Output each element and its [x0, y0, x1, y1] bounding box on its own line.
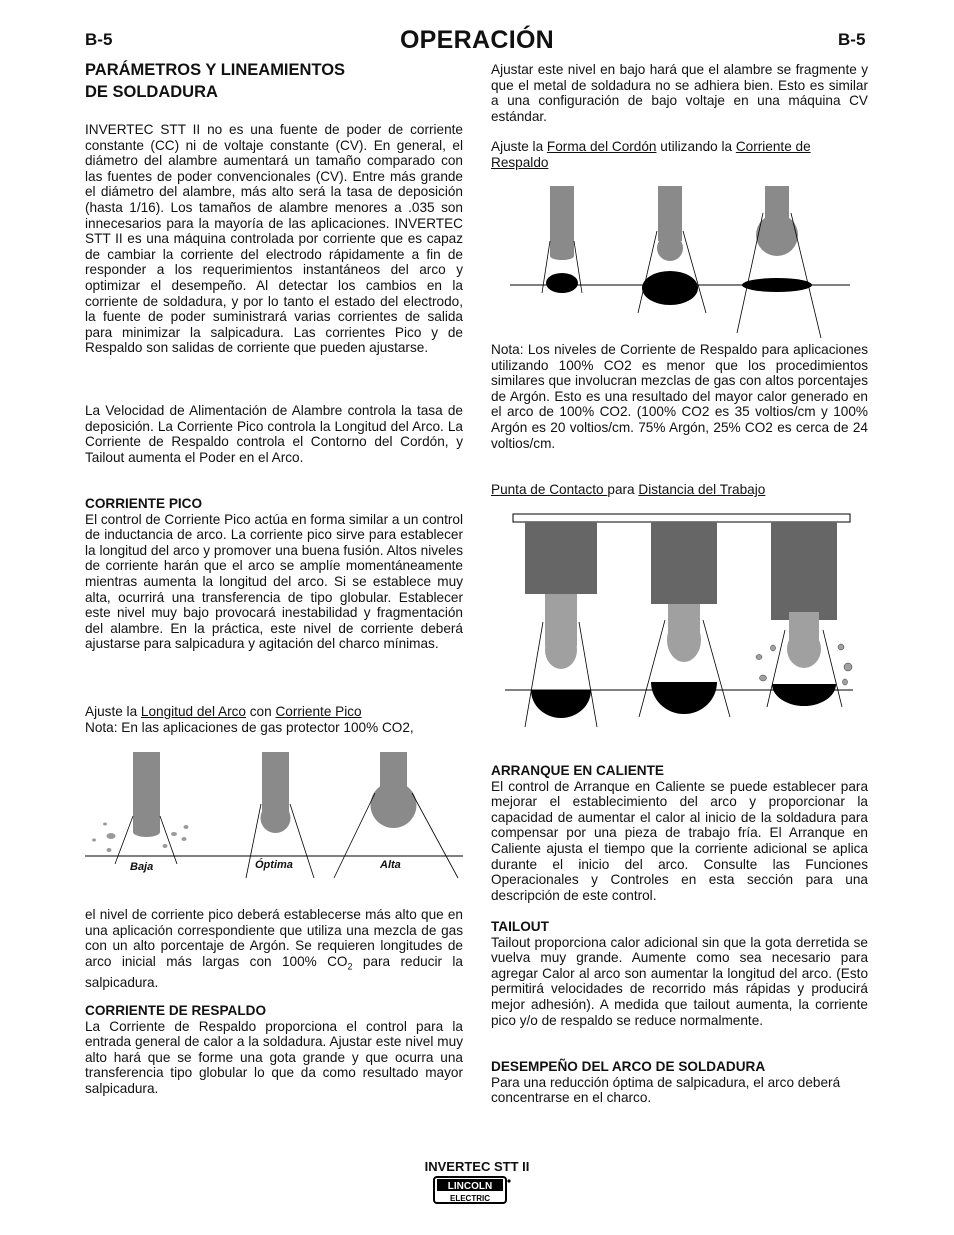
droplet-high [371, 782, 417, 828]
arc-line-optimal-right [290, 804, 314, 878]
spatter-dot [171, 832, 177, 836]
droplet-bead-3 [756, 214, 798, 256]
peak-current-section [85, 496, 463, 652]
peak-current-link: Corriente Pico [275, 704, 362, 719]
background-note-paragraph: Nota: Los niveles de Corriente de Respaldo para aplicaciones utilizando 100% CO2 es menor que los procedimientos similares que involucran mezclas de gas con altos porcentajes de Argón. Esto es una resultado del mayor calor generado en el arco de 100% CO2. (100% CO2 es 35 voltios/cm y 100% Argón es 20 voltios/cm. 75% Argón, 25% CO2 es cerca de 24 voltios/cm. [491, 342, 868, 451]
arc-performance-text: Para una reducción óptima de salpicadura, el arco deberá concentrarse en el charco. [491, 1074, 841, 1106]
droplet-3 [787, 630, 821, 668]
spatter-dot [844, 663, 852, 671]
arc-line-low-right [160, 816, 177, 864]
spatter-dot [184, 825, 189, 829]
electrode-bead-2 [658, 186, 682, 241]
spatter-dot [103, 823, 107, 826]
weld-pool-1 [531, 690, 591, 718]
background-current-link: Corriente de Respaldo [491, 139, 811, 170]
hot-start-text: El control de Arranque en Caliente se puede establecer para mejorar el establecimiento del arco y proporcionar la capacidad de aumentar el calor al inicio de la soldadura para compensar por una pieza de trabajo fría. El Arranque en Caliente ajusta el tiempo que la corriente adicional se aplica durante el inicio del arco. Consulte las Funciones Operacionales y Controles en esta sección para una descripción de este control. [491, 778, 868, 903]
label-optimal: Óptima [255, 859, 293, 871]
bead-shape-link: Forma del Cordón [546, 139, 657, 154]
logo-icon [433, 1176, 513, 1206]
background-current-section [85, 1003, 463, 1097]
background-current-heading: CORRIENTE DE RESPALDO [85, 1003, 267, 1018]
spatter-dot [843, 679, 848, 685]
arc-line [579, 622, 597, 727]
footer-model: INVERTEC STT II [424, 1159, 530, 1174]
arc-performance-section [491, 1059, 868, 1106]
droplet-2 [667, 618, 701, 662]
label-low: Baja [130, 861, 154, 873]
droplet-bead-1 [550, 252, 574, 260]
electrode-bead-1 [550, 186, 574, 256]
section-title: PARÁMETROS Y LINEAMIENTOS DE SOLDADURA [85, 61, 346, 101]
weld-pool-2 [651, 682, 717, 714]
arc-line-high-right [412, 793, 458, 878]
contact-tip-2 [651, 522, 717, 604]
label-high: Alta [380, 859, 401, 871]
arc-performance-heading: DESEMPEÑO DEL ARCO DE SOLDADURA [491, 1059, 766, 1074]
electrode-low [133, 752, 160, 832]
tailout-section [491, 919, 868, 1028]
spatter-dot [163, 844, 168, 848]
background-low-paragraph: Ajustar este nivel en bajo hará que el alambre se fragmente y que el metal de soldadura no se adhiera bien. Esto es similar a una configuración de bajo voltaje en una máquina CV estándar. [491, 62, 868, 124]
spatter-dot [838, 644, 844, 650]
top-plate [513, 514, 850, 522]
left-column [85, 59, 463, 103]
page-code-right: B-5 [838, 30, 866, 49]
spatter-dot [182, 837, 187, 841]
lincoln-electric-logo [433, 1176, 513, 1211]
contact-tip-link: Punta de Contacto [491, 482, 608, 497]
spatter-dot [756, 655, 762, 660]
arc-line [791, 213, 821, 338]
spatter-dot [771, 645, 776, 651]
page-title: OPERACIÓN [399, 26, 555, 54]
hot-start-section [491, 763, 868, 903]
bead-narrow [546, 273, 578, 293]
bead-shape-line: Ajuste la Forma del Cordón utilizando la Corriente de Respaldo [491, 139, 811, 170]
weld-pool-3 [772, 684, 836, 706]
contact-tip-3 [771, 522, 837, 620]
arc-length-link: Longitud del Arco [140, 704, 246, 719]
intro-paragraph: INVERTEC STT II no es una fuente de poder de corriente constante (CC) ni de voltaje constante (CV). En general, el diámetro del alambre aumentará un tamaño comparado con las fuentes de poder convencionales (CV). Entre más grande el diámetro del alambre, más alto será la tasa de deposición (hasta 1/16). Los tamaños de alambre menores a .035 son innecesarios para la mayoría de las aplicaciones. INVERTEC STT II es una máquina controlada por corriente que es capaz de cambiar la corriente del electrodo rápidamente a fin de responder a los requerimientos instantáneos del arco y optimizar el desempeño. Al detectar los cambios en la corriente de soldadura, y por lo tanto el estado del electrodo, la fuente de poder suministrará varias corrientes de salida para minimizar la salpicadura. Las corrientes Pico y de Respaldo son salidas de corriente que pueden ajustarse. [85, 122, 463, 356]
bead-shape-figure [505, 183, 855, 343]
spatter-dot [107, 833, 116, 839]
wire-feed-paragraph: La Velocidad de Alimentación de Alambre controla la tasa de deposición. La Corriente Pico controla la Longitud del Arco. La Corriente de Respaldo controla el Contorno del Cordón, y Tailout aumenta el Poder en el Arco. [85, 403, 463, 465]
peak-current-text: El control de Corriente Pico actúa en forma similar a un control de inductancia de arco. La corriente pico sirve para establecer la longitud del arco y promover una buena fusión. Altos niveles de corriente harán que el arco se amplíe momentáneamente mientras aumenta la longitud del arco. Si se establece muy alta, ocurrirá una transferencia de tipo globular. Establecer este nivel muy bajo provocará inestabilidad y fragmentación del alambre. En la práctica, este nivel de corriente deberá ajustarse para salpicadura y agitación del charco mínimas. [85, 511, 463, 652]
logo-text-top: LINCOLN [447, 1181, 493, 1192]
hot-start-heading: ARRANQUE EN CALIENTE [491, 763, 664, 778]
arc-line [525, 622, 543, 727]
spatter-dot [92, 839, 96, 842]
co2-note-line: Nota: En las aplicaciones de gas protector 100% CO2, [85, 720, 414, 735]
peak-current-heading: CORRIENTE PICO [85, 496, 203, 511]
spatter-dot [107, 848, 112, 852]
tailout-text: Tailout proporciona calor adicional sin que la gota derretida se vuelva muy grande. Aumente como sea necesario para agregar Calor al arco son aumentar la longitud del arco. (Esto permitirá velocidades de recorrido más rápidas y producirá mejor adhesión). A medida que tailout aumenta, la corriente pico y/o de respaldo se reduce normalmente. [491, 934, 868, 1028]
page-code-left: B-5 [85, 30, 113, 49]
arc-line-low-left [115, 816, 133, 864]
droplet-bead-2 [657, 235, 683, 261]
work-distance-link: Distancia del Trabajo [638, 482, 766, 497]
tailout-heading: TAILOUT [491, 919, 549, 934]
after-figure-paragraph: el nivel de corriente pico deberá establecerse más alto que en una aplicación correspondiente que utiliza una mezcla de gas con un alto porcentaje de Argón. Se requieren longitudes de arco inicial más largas con 100% $CO_2$ para reducir la salpicadura. [85, 907, 463, 991]
contact-tip-line: Punta de Contacto para Distancia del Trabajo [491, 482, 766, 497]
contact-tip-1 [525, 522, 597, 594]
contact-tip-figure [505, 512, 855, 737]
logo-text-bottom: ELECTRIC [450, 1194, 490, 1203]
droplet-1 [545, 631, 577, 669]
adjust-arc-length-line: Ajuste la Longitud del Arco con Corriente Pico [85, 704, 362, 719]
arc-line-high-left [334, 793, 375, 878]
droplet-optimal [261, 803, 291, 833]
background-current-text: La Corriente de Respaldo proporciona el control para la entrada general de calor a la soldadura. Ajustar este nivel muy alto hará que se forme una gota grande y que ocurra una transferencia tipo globular lo que da como resultado mayor salpicadura. [85, 1018, 463, 1096]
droplet-low [133, 827, 160, 837]
arc-line [737, 213, 763, 333]
spatter-dot [760, 675, 767, 681]
bead-medium [642, 271, 698, 305]
